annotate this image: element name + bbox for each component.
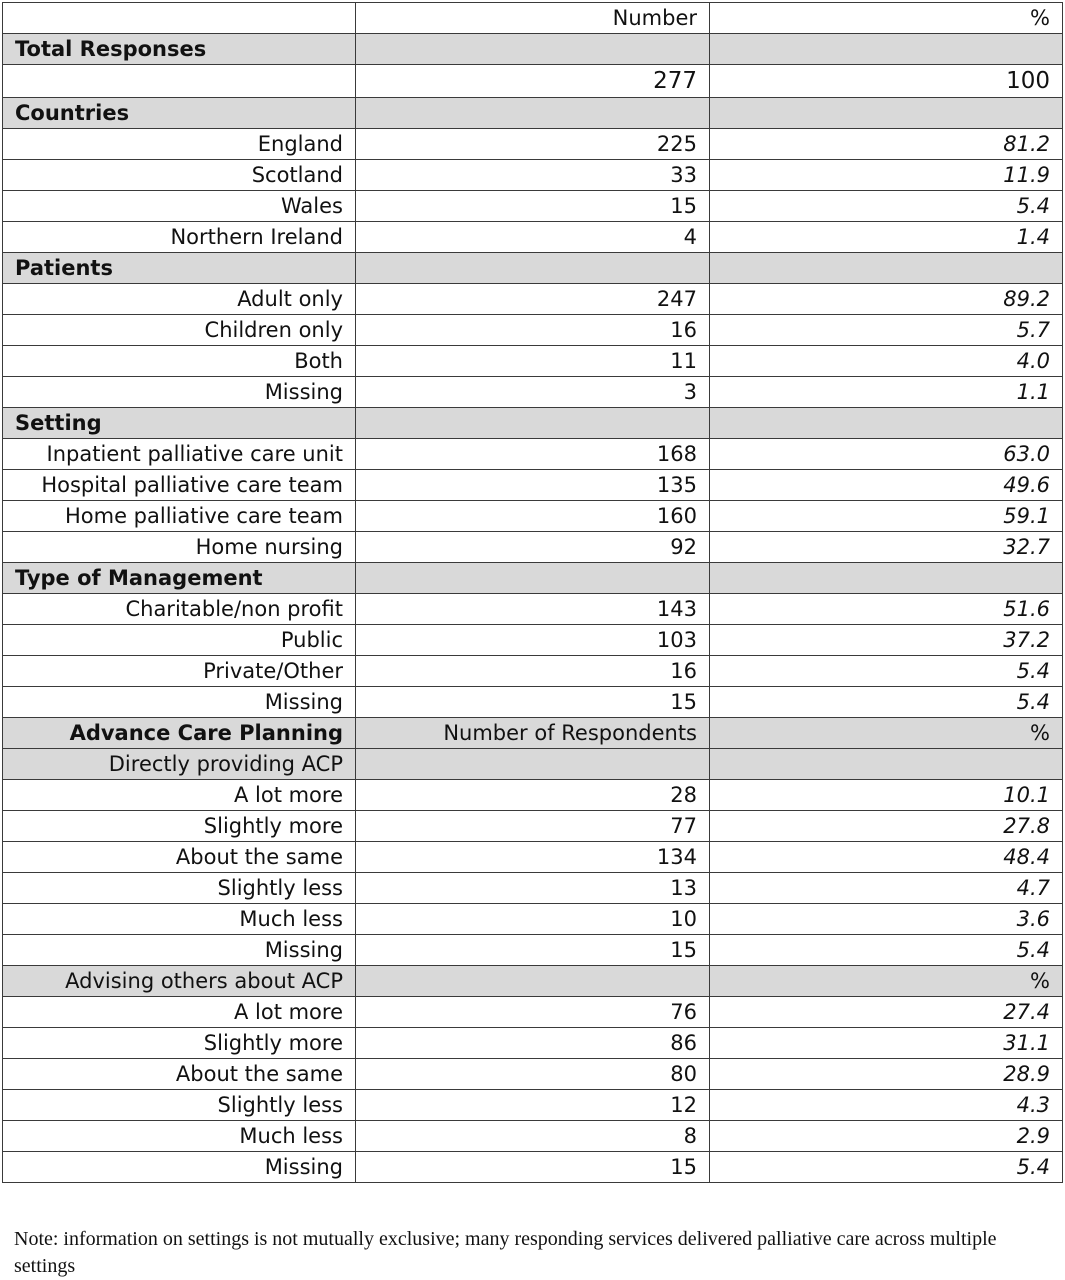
subsection-empty-cell xyxy=(356,749,710,780)
row-number: 12 xyxy=(356,1090,710,1121)
header-percent-cell: % xyxy=(710,3,1063,34)
subsection-empty-cell xyxy=(356,966,710,997)
row-label: England xyxy=(3,129,356,160)
table-row xyxy=(3,439,1063,470)
table-row xyxy=(3,470,1063,501)
row-percent: 2.9 xyxy=(710,1121,1063,1152)
row-label: A lot more xyxy=(3,997,356,1028)
table-row xyxy=(3,656,1063,687)
row-label: Slightly less xyxy=(3,1090,356,1121)
section-empty-cell xyxy=(356,408,710,439)
row-label: Home nursing xyxy=(3,532,356,563)
row-number: 15 xyxy=(356,191,710,222)
row-number: 225 xyxy=(356,129,710,160)
table-row xyxy=(3,129,1063,160)
row-percent: 10.1 xyxy=(710,780,1063,811)
table-row xyxy=(3,811,1063,842)
row-label: Missing xyxy=(3,935,356,966)
row-percent: 49.6 xyxy=(710,470,1063,501)
table-row xyxy=(3,1028,1063,1059)
subsection-title: Directly providing ACP xyxy=(3,749,356,780)
row-percent: 51.6 xyxy=(710,594,1063,625)
section-header-row xyxy=(3,563,1063,594)
row-number: 80 xyxy=(356,1059,710,1090)
section-header-row xyxy=(3,34,1063,65)
header-number-cell: Number xyxy=(356,3,710,34)
section-empty-cell xyxy=(710,563,1063,594)
table-row xyxy=(3,65,1063,98)
table-row xyxy=(3,284,1063,315)
table-body xyxy=(3,3,1063,1183)
section-header-row xyxy=(3,408,1063,439)
row-number: 28 xyxy=(356,780,710,811)
row-percent: 1.1 xyxy=(710,377,1063,408)
table-row xyxy=(3,904,1063,935)
row-percent: 5.7 xyxy=(710,315,1063,346)
table-row xyxy=(3,594,1063,625)
row-percent: 5.4 xyxy=(710,191,1063,222)
row-percent: 27.4 xyxy=(710,997,1063,1028)
row-label: Home palliative care team xyxy=(3,501,356,532)
section-title: Countries xyxy=(3,98,356,129)
subsection-percent-header: % xyxy=(710,966,1063,997)
section-empty-cell xyxy=(710,408,1063,439)
row-percent: 5.4 xyxy=(710,656,1063,687)
row-label: Scotland xyxy=(3,160,356,191)
row-number: 4 xyxy=(356,222,710,253)
row-percent: 63.0 xyxy=(710,439,1063,470)
section-title: Total Responses xyxy=(3,34,356,65)
table-row xyxy=(3,687,1063,718)
section-empty-cell xyxy=(356,98,710,129)
header-row xyxy=(3,3,1063,34)
row-label: Charitable/non profit xyxy=(3,594,356,625)
section-title: Type of Management xyxy=(3,563,356,594)
table-row xyxy=(3,191,1063,222)
row-label: Children only xyxy=(3,315,356,346)
row-label: Slightly less xyxy=(3,873,356,904)
table-row xyxy=(3,935,1063,966)
row-number: 10 xyxy=(356,904,710,935)
row-label: Slightly more xyxy=(3,811,356,842)
table-row xyxy=(3,377,1063,408)
section-empty-cell xyxy=(356,253,710,284)
row-percent: 27.8 xyxy=(710,811,1063,842)
row-number: 135 xyxy=(356,470,710,501)
table-row xyxy=(3,873,1063,904)
row-percent: 37.2 xyxy=(710,625,1063,656)
row-label: Private/Other xyxy=(3,656,356,687)
section-empty-cell xyxy=(710,34,1063,65)
acp-percent-header: % xyxy=(710,718,1063,749)
acp-number-header: Number of Respondents xyxy=(356,718,710,749)
row-number: 3 xyxy=(356,377,710,408)
row-label: Northern Ireland xyxy=(3,222,356,253)
row-number: 15 xyxy=(356,687,710,718)
table-row xyxy=(3,1152,1063,1183)
row-label: Adult only xyxy=(3,284,356,315)
row-number: 33 xyxy=(356,160,710,191)
row-number: 15 xyxy=(356,1152,710,1183)
row-number: 8 xyxy=(356,1121,710,1152)
row-number: 168 xyxy=(356,439,710,470)
survey-results-table xyxy=(2,2,1063,1183)
row-number: 11 xyxy=(356,346,710,377)
row-label: Public xyxy=(3,625,356,656)
table-note: Note: information on settings is not mutually exclusive; many responding services delivered palliative care across multiple settings xyxy=(14,1228,997,1277)
row-label: Much less xyxy=(3,1121,356,1152)
row-label: About the same xyxy=(3,842,356,873)
row-percent: 4.7 xyxy=(710,873,1063,904)
table-row xyxy=(3,1090,1063,1121)
table-row xyxy=(3,346,1063,377)
row-number: 134 xyxy=(356,842,710,873)
row-number: 77 xyxy=(356,811,710,842)
row-percent: 32.7 xyxy=(710,532,1063,563)
table-row xyxy=(3,160,1063,191)
subsection-header-row xyxy=(3,966,1063,997)
section-title: Patients xyxy=(3,253,356,284)
row-number: 16 xyxy=(356,656,710,687)
table-row xyxy=(3,222,1063,253)
table-row xyxy=(3,315,1063,346)
table-row xyxy=(3,501,1063,532)
section-empty-cell xyxy=(710,253,1063,284)
row-label: Missing xyxy=(3,687,356,718)
row-number: 103 xyxy=(356,625,710,656)
section-empty-cell xyxy=(710,98,1063,129)
header-label-cell xyxy=(3,3,356,34)
row-label: Much less xyxy=(3,904,356,935)
section-header-row xyxy=(3,98,1063,129)
table-row xyxy=(3,997,1063,1028)
table-row xyxy=(3,1059,1063,1090)
section-title: Setting xyxy=(3,408,356,439)
row-label: Inpatient palliative care unit xyxy=(3,439,356,470)
row-percent: 59.1 xyxy=(710,501,1063,532)
section-empty-cell xyxy=(356,563,710,594)
row-percent: 1.4 xyxy=(710,222,1063,253)
row-percent: 5.4 xyxy=(710,935,1063,966)
row-percent: 3.6 xyxy=(710,904,1063,935)
acp-title: Advance Care Planning xyxy=(3,718,356,749)
row-number: 76 xyxy=(356,997,710,1028)
row-percent: 11.9 xyxy=(710,160,1063,191)
table-row xyxy=(3,780,1063,811)
row-percent: 5.4 xyxy=(710,1152,1063,1183)
subsection-title: Advising others about ACP xyxy=(3,966,356,997)
row-percent: 4.3 xyxy=(710,1090,1063,1121)
subsection-percent-header xyxy=(710,749,1063,780)
row-label: Hospital palliative care team xyxy=(3,470,356,501)
acp-header-row xyxy=(3,718,1063,749)
row-percent: 28.9 xyxy=(710,1059,1063,1090)
row-label: Wales xyxy=(3,191,356,222)
row-number: 86 xyxy=(356,1028,710,1059)
table-row xyxy=(3,532,1063,563)
row-label: A lot more xyxy=(3,780,356,811)
subsection-header-row xyxy=(3,749,1063,780)
table-row xyxy=(3,842,1063,873)
section-header-row xyxy=(3,253,1063,284)
row-percent: 4.0 xyxy=(710,346,1063,377)
row-number: 15 xyxy=(356,935,710,966)
row-percent: 31.1 xyxy=(710,1028,1063,1059)
row-percent: 89.2 xyxy=(710,284,1063,315)
table-row xyxy=(3,625,1063,656)
row-number: 92 xyxy=(356,532,710,563)
row-number: 143 xyxy=(356,594,710,625)
row-number: 13 xyxy=(356,873,710,904)
row-label: Missing xyxy=(3,1152,356,1183)
row-label: About the same xyxy=(3,1059,356,1090)
row-percent: 100 xyxy=(710,65,1063,98)
row-label: Slightly more xyxy=(3,1028,356,1059)
table-row xyxy=(3,1121,1063,1152)
row-percent: 81.2 xyxy=(710,129,1063,160)
row-number: 160 xyxy=(356,501,710,532)
section-empty-cell xyxy=(356,34,710,65)
row-label: Missing xyxy=(3,377,356,408)
row-number: 247 xyxy=(356,284,710,315)
row-label: Both xyxy=(3,346,356,377)
row-number: 16 xyxy=(356,315,710,346)
row-number: 277 xyxy=(356,65,710,98)
row-label xyxy=(3,65,356,98)
row-percent: 5.4 xyxy=(710,687,1063,718)
row-percent: 48.4 xyxy=(710,842,1063,873)
